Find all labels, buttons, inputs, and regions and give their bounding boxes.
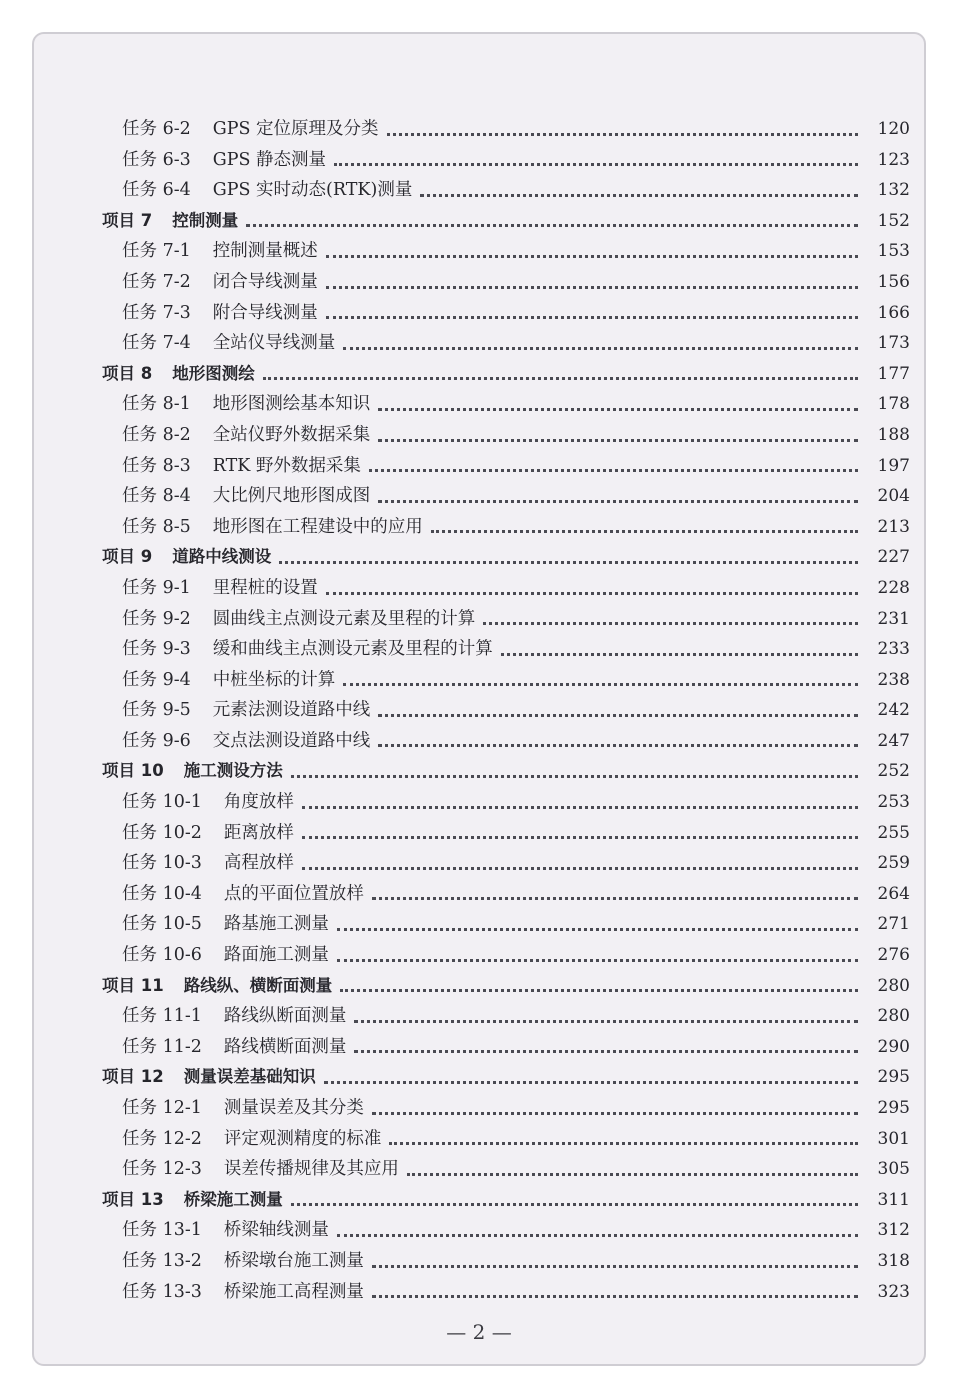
dot-leader — [431, 530, 858, 533]
entry-title: 误差传播规律及其应用 — [223, 1159, 399, 1180]
toc-task-entry — [102, 389, 910, 420]
entry-page-number: 178 — [877, 394, 910, 415]
entry-title: 地形图测绘 — [172, 363, 255, 383]
dot-leader — [501, 653, 858, 656]
entry-page-number: 173 — [877, 333, 910, 354]
entry-page-number: 152 — [877, 210, 910, 231]
entry-title: 附合导线测量 — [212, 302, 318, 323]
dot-leader — [340, 989, 858, 992]
entry-number: 项目 13 — [102, 1189, 164, 1209]
toc-project-entry — [102, 756, 910, 787]
entry-page-number: 231 — [877, 608, 910, 629]
toc-task-entry — [102, 787, 910, 818]
entry-title: 施工测设方法 — [183, 761, 283, 781]
entry-page-number: 227 — [877, 547, 910, 568]
entry-title: 地形图在工程建设中的应用 — [212, 516, 423, 537]
entry-title: 路线纵、横断面测量 — [183, 975, 333, 995]
dot-leader — [302, 836, 858, 839]
entry-page-number: 228 — [877, 577, 910, 598]
dot-leader — [354, 1050, 858, 1053]
toc-task-entry — [102, 481, 910, 512]
dot-leader — [420, 194, 858, 197]
dot-leader — [337, 928, 858, 931]
toc-task-entry — [102, 114, 910, 145]
toc-task-entry — [102, 634, 910, 665]
dot-leader — [378, 439, 858, 442]
toc-project-entry — [102, 1185, 910, 1216]
entry-page-number: 156 — [877, 271, 910, 292]
toc-task-entry — [102, 1277, 910, 1308]
entry-title: 桥梁施工高程测量 — [223, 1281, 364, 1302]
entry-page-number: 323 — [877, 1281, 910, 1302]
toc-task-entry — [102, 848, 910, 879]
entry-page-number: 188 — [877, 424, 910, 445]
dot-leader — [279, 561, 858, 564]
dot-leader — [372, 1265, 858, 1268]
entry-number: 任务 10-6 — [122, 945, 202, 966]
entry-page-number: 280 — [877, 1006, 910, 1027]
dot-leader — [372, 1112, 858, 1115]
entry-number: 任务 12-2 — [122, 1128, 202, 1149]
entry-number: 任务 9-1 — [122, 577, 191, 598]
entry-page-number: 295 — [877, 1098, 910, 1118]
entry-number: 项目 11 — [102, 975, 164, 995]
dot-leader — [263, 377, 858, 380]
toc-task-entry — [102, 604, 910, 635]
entry-number: 任务 6-3 — [122, 149, 191, 170]
entry-number: 任务 10-2 — [122, 822, 202, 843]
entry-page-number: 312 — [877, 1220, 910, 1241]
entry-title: 测量误差及其分类 — [223, 1098, 364, 1118]
entry-number: 任务 7-4 — [122, 333, 191, 354]
entry-number: 项目 10 — [102, 761, 164, 781]
toc-task-entry — [102, 573, 910, 604]
entry-page-number: 290 — [877, 1036, 910, 1057]
dot-leader — [378, 744, 858, 747]
toc-task-entry — [102, 1124, 910, 1155]
entry-page-number: 238 — [877, 669, 910, 690]
entry-title: 地形图测绘基本知识 — [212, 394, 371, 415]
dot-leader — [337, 959, 858, 962]
dot-leader — [326, 316, 858, 319]
entry-page-number: 295 — [877, 1067, 910, 1088]
dot-leader — [326, 255, 858, 258]
toc-task-entry — [102, 879, 910, 910]
toc-task-entry — [102, 328, 910, 359]
dot-leader — [246, 224, 858, 227]
entry-page-number: 132 — [877, 180, 910, 201]
entry-title: 大比例尺地形图成图 — [212, 486, 371, 507]
entry-page-number: 255 — [877, 822, 910, 843]
dot-leader — [302, 806, 858, 809]
entry-number: 任务 10-1 — [122, 792, 202, 813]
entry-page-number: 123 — [877, 149, 910, 170]
toc-task-entry — [102, 145, 910, 176]
entry-title: 测量误差基础知识 — [183, 1067, 316, 1087]
entry-number: 任务 7-3 — [122, 302, 191, 323]
dot-leader — [378, 408, 858, 411]
toc-task-entry — [102, 1246, 910, 1277]
entry-page-number: 259 — [877, 853, 910, 874]
dot-leader — [343, 683, 858, 686]
toc-task-entry — [102, 1093, 910, 1124]
entry-page-number: 252 — [877, 761, 910, 782]
entry-number: 任务 10-4 — [122, 883, 202, 904]
entry-title: 元素法测设道路中线 — [212, 700, 371, 721]
entry-title: 闭合导线测量 — [212, 271, 318, 292]
entry-page-number: 120 — [877, 119, 910, 139]
entry-title: 路面施工测量 — [223, 945, 329, 966]
toc-project-entry — [102, 359, 910, 390]
entry-title: 缓和曲线主点测设元素及里程的计算 — [212, 639, 493, 660]
entry-title: 里程桩的设置 — [212, 577, 318, 598]
entry-title: 桥梁墩台施工测量 — [223, 1250, 364, 1271]
entry-number: 任务 10-3 — [122, 853, 202, 874]
entry-title: RTK 野外数据采集 — [212, 455, 361, 476]
entry-title: 全站仪野外数据采集 — [212, 424, 371, 445]
entry-number: 任务 11-2 — [122, 1036, 202, 1057]
toc-task-entry — [102, 451, 910, 482]
entry-page-number: 280 — [877, 975, 910, 996]
dot-leader — [378, 500, 858, 503]
entry-number: 任务 10-5 — [122, 914, 202, 935]
entry-page-number: 177 — [877, 363, 910, 384]
entry-page-number: 276 — [877, 945, 910, 966]
entry-title: 控制测量概述 — [212, 241, 318, 262]
entry-number: 项目 8 — [102, 363, 153, 383]
dot-leader — [389, 1142, 858, 1145]
entry-title: 路线纵断面测量 — [223, 1006, 347, 1027]
entry-number: 任务 8-2 — [122, 424, 191, 445]
dot-leader — [324, 1081, 858, 1084]
entry-page-number: 213 — [877, 516, 910, 537]
dot-leader — [372, 1295, 858, 1298]
entry-number: 任务 13-3 — [122, 1281, 202, 1302]
entry-page-number: 301 — [877, 1128, 910, 1149]
entry-number: 任务 9-6 — [122, 730, 191, 751]
toc-task-entry — [102, 267, 910, 298]
entry-number: 项目 7 — [102, 210, 153, 230]
entry-number: 任务 9-2 — [122, 608, 191, 629]
entry-title: 桥梁轴线测量 — [223, 1220, 329, 1241]
toc-project-entry — [102, 1062, 910, 1093]
entry-number: 任务 8-5 — [122, 516, 191, 537]
dot-leader — [334, 163, 858, 166]
entry-title: 中桩坐标的计算 — [212, 669, 336, 690]
toc-project-entry — [102, 206, 910, 237]
entry-page-number: 264 — [877, 883, 910, 904]
entry-title: 距离放样 — [223, 822, 294, 843]
entry-number: 任务 8-1 — [122, 394, 191, 415]
entry-number: 任务 6-2 — [122, 119, 191, 139]
toc-task-entry — [102, 420, 910, 451]
toc-project-entry — [102, 971, 910, 1002]
toc-task-entry — [102, 236, 910, 267]
entry-page-number: 311 — [877, 1189, 910, 1210]
entry-page-number: 271 — [877, 914, 910, 935]
entry-number: 任务 6-4 — [122, 180, 191, 201]
entry-number: 任务 11-1 — [122, 1006, 202, 1027]
dot-leader — [302, 867, 858, 870]
entry-page-number: 253 — [877, 792, 910, 813]
entry-number: 任务 9-4 — [122, 669, 191, 690]
entry-title: 路线横断面测量 — [223, 1036, 347, 1057]
dot-leader — [291, 775, 858, 778]
entry-title: 桥梁施工测量 — [183, 1189, 283, 1209]
dot-leader — [378, 714, 858, 717]
entry-number: 任务 12-1 — [122, 1098, 202, 1118]
toc-task-entry — [102, 175, 910, 206]
entry-title: GPS 实时动态(RTK)测量 — [212, 180, 413, 201]
entry-number: 任务 8-3 — [122, 455, 191, 476]
entry-number: 项目 12 — [102, 1067, 164, 1087]
entry-page-number: 247 — [877, 730, 910, 751]
entry-page-number: 242 — [877, 700, 910, 721]
toc-task-entry — [102, 818, 910, 849]
toc-task-entry — [102, 940, 910, 971]
dot-leader — [343, 347, 858, 350]
entry-number: 任务 7-1 — [122, 241, 191, 262]
table-of-contents — [102, 114, 910, 1307]
dot-leader — [326, 592, 858, 595]
dot-leader — [337, 1234, 858, 1237]
entry-page-number: 197 — [877, 455, 910, 476]
entry-title: 点的平面位置放样 — [223, 883, 364, 904]
entry-number: 任务 13-1 — [122, 1220, 202, 1241]
entry-title: 角度放样 — [223, 792, 294, 813]
entry-number: 项目 9 — [102, 547, 153, 567]
toc-task-entry — [102, 298, 910, 329]
entry-title: GPS 静态测量 — [212, 149, 327, 170]
entry-title: 交点法测设道路中线 — [212, 730, 371, 751]
entry-title: 圆曲线主点测设元素及里程的计算 — [212, 608, 476, 629]
entry-number: 任务 9-5 — [122, 700, 191, 721]
dot-leader — [326, 286, 858, 289]
entry-number: 任务 13-2 — [122, 1250, 202, 1271]
dot-leader — [407, 1173, 858, 1176]
entry-title: 道路中线测设 — [172, 547, 272, 567]
toc-task-entry — [102, 512, 910, 543]
entry-page-number: 233 — [877, 639, 910, 660]
toc-task-entry — [102, 665, 910, 696]
entry-title: GPS 定位原理及分类 — [212, 119, 379, 139]
dot-leader — [372, 897, 858, 900]
dot-leader — [483, 622, 858, 625]
toc-task-entry — [102, 726, 910, 757]
entry-title: 路基施工测量 — [223, 914, 329, 935]
entry-number: 任务 7-2 — [122, 271, 191, 292]
dot-leader — [354, 1020, 858, 1023]
entry-page-number: 166 — [877, 302, 910, 323]
entry-page-number: 305 — [877, 1159, 910, 1180]
entry-page-number: 153 — [877, 241, 910, 262]
toc-task-entry — [102, 1032, 910, 1063]
entry-title: 全站仪导线测量 — [212, 333, 336, 354]
dot-leader — [291, 1203, 858, 1206]
toc-project-entry — [102, 542, 910, 573]
entry-number: 任务 8-4 — [122, 486, 191, 507]
entry-number: 任务 9-3 — [122, 639, 191, 660]
dot-leader — [369, 469, 858, 472]
book-page — [32, 32, 926, 1366]
dot-leader — [387, 133, 858, 136]
toc-task-entry — [102, 1001, 910, 1032]
page-number: — 2 — — [446, 1320, 512, 1344]
toc-task-entry — [102, 1215, 910, 1246]
entry-title: 评定观测精度的标准 — [223, 1128, 382, 1149]
entry-number: 任务 12-3 — [122, 1159, 202, 1180]
toc-task-entry — [102, 909, 910, 940]
entry-title: 控制测量 — [172, 210, 239, 230]
entry-title: 高程放样 — [223, 853, 294, 874]
entry-page-number: 204 — [877, 486, 910, 507]
entry-page-number: 318 — [877, 1250, 910, 1271]
toc-task-entry — [102, 695, 910, 726]
toc-task-entry — [102, 1154, 910, 1185]
